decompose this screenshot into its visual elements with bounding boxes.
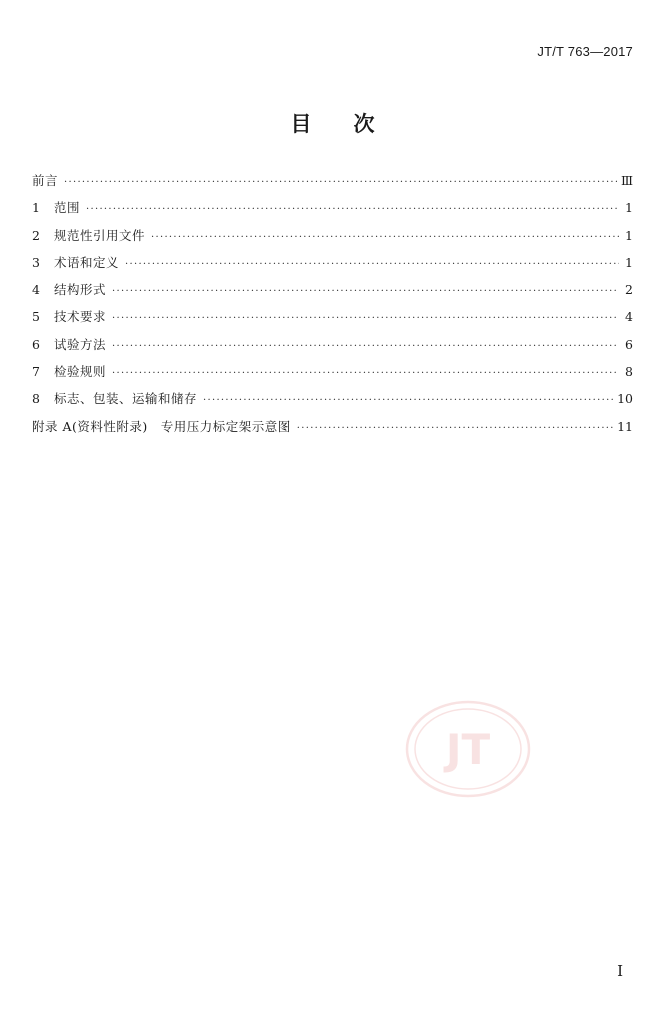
leader-dots (203, 391, 613, 411)
toc-entry-annex-a[interactable] (32, 417, 633, 444)
toc-entry-marking-packaging[interactable] (32, 389, 633, 416)
toc-label: 结构形式 (54, 282, 107, 298)
toc-label: 附录 A(资料性附录) 专用压力标定架示意图 (32, 418, 291, 434)
toc-page-number: 11 (617, 418, 633, 434)
leader-dots (151, 228, 619, 248)
standard-code: JT/T 763—2017 (537, 44, 633, 59)
toc-label: 检验规则 (54, 364, 107, 380)
toc-label: 术语和定义 (54, 254, 120, 270)
toc-entry-normative-references[interactable] (32, 226, 633, 253)
toc-number: 8 (32, 391, 40, 407)
leader-dots (125, 255, 619, 275)
svg-text:JT: JT (445, 725, 491, 774)
toc-label: 试验方法 (54, 336, 107, 352)
toc-number: 7 (32, 364, 40, 380)
toc-entry-test-methods[interactable] (32, 335, 633, 362)
toc-number: 3 (32, 254, 40, 270)
toc-page-number: 2 (625, 282, 633, 298)
toc-page-number: 6 (625, 336, 633, 352)
toc-entry-scope[interactable] (32, 198, 633, 225)
toc-label: 前言 (32, 173, 59, 188)
toc-entry-inspection-rules[interactable] (32, 362, 633, 389)
page-title: 目次 (290, 112, 417, 136)
toc-number: 4 (32, 282, 40, 298)
toc-page-number: 1 (625, 227, 633, 243)
leader-dots (112, 282, 619, 302)
toc-page-number: 10 (617, 391, 633, 407)
toc-number: 5 (32, 309, 40, 325)
toc-number: 1 (32, 200, 40, 216)
toc-entry-structure[interactable] (32, 280, 633, 307)
toc-label: 范围 (54, 200, 81, 216)
toc-entry-foreword[interactable] (32, 171, 633, 198)
toc-page-number: Ⅲ (620, 173, 633, 188)
toc-page-number: 4 (625, 309, 633, 325)
leader-dots (297, 419, 613, 439)
toc-page-number: 1 (625, 200, 633, 216)
toc-number: 2 (32, 227, 40, 243)
toc-entry-technical-requirements[interactable] (32, 307, 633, 334)
toc-label: 技术要求 (54, 309, 107, 325)
table-of-contents (32, 171, 633, 444)
leader-dots (112, 309, 619, 329)
page-number: Ⅰ (617, 962, 623, 980)
toc-number: 6 (32, 336, 40, 352)
leader-dots (86, 200, 619, 220)
toc-page-number: 1 (625, 254, 633, 270)
toc-label: 规范性引用文件 (54, 227, 146, 243)
leader-dots (112, 337, 619, 357)
leader-dots (112, 364, 619, 384)
jt-watermark-logo (405, 700, 531, 798)
leader-dots (64, 173, 617, 193)
toc-page-number: 8 (625, 364, 633, 380)
toc-entry-terms-definitions[interactable] (32, 253, 633, 280)
toc-label: 标志、包装、运输和储存 (54, 391, 198, 407)
